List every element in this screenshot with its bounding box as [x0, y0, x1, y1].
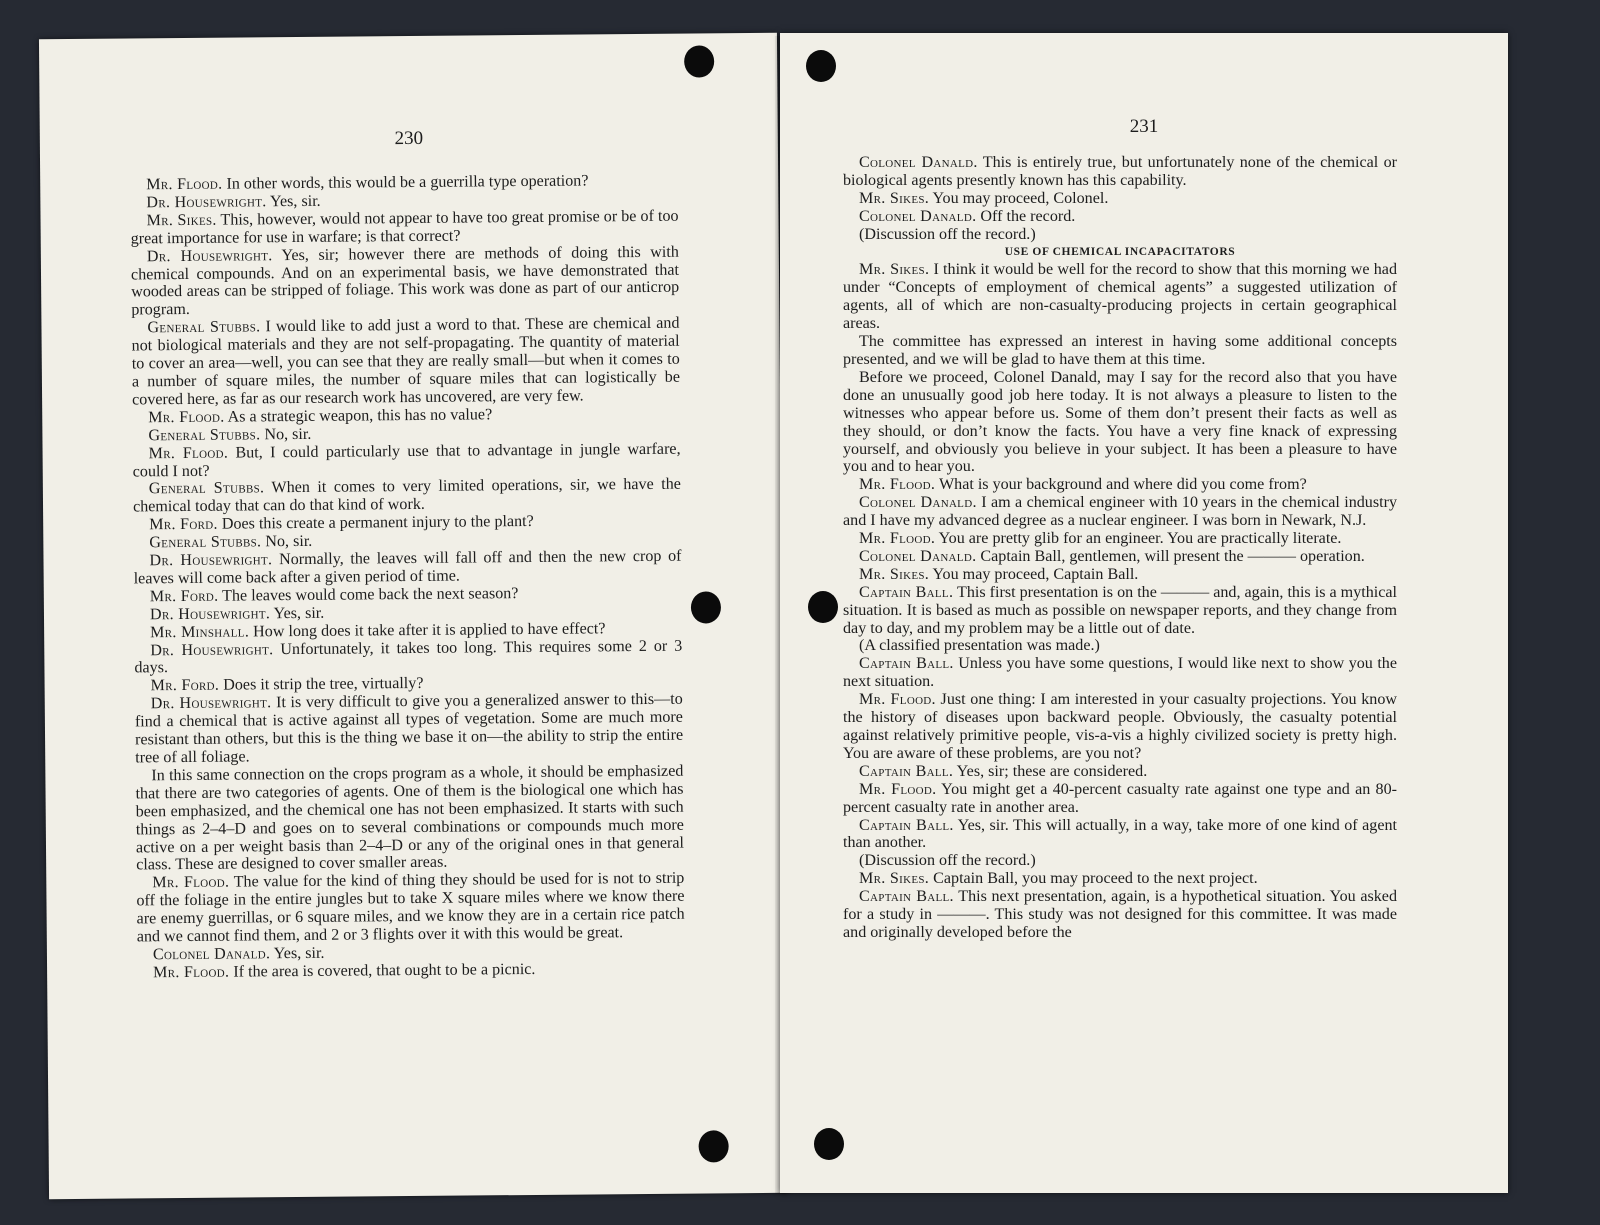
transcript-paragraph — [133, 476, 681, 517]
speaker-name: General Stubbs. — [148, 479, 265, 498]
paragraph-text: You may proceed, Captain Ball. — [929, 565, 1139, 583]
transcript-paragraph — [843, 208, 1397, 226]
paragraph-text: Unfortunately, it takes too long. This requires some 2 or 3 days. — [134, 637, 683, 677]
speaker-name: Mr. Flood. — [859, 691, 936, 709]
speaker-name: Mr. Flood. — [146, 175, 223, 194]
speaker-name: Colonel Danald. — [859, 207, 977, 225]
paragraph-text: Normally, the leaves will fall off and then the new crop of leaves will come back after a given period of time. — [133, 547, 682, 588]
speaker-name: Colonel Danald. — [859, 154, 978, 171]
paragraph-text: (A classified presentation was made.) — [859, 637, 1100, 655]
speaker-name: Mr. Flood. — [859, 530, 936, 548]
transcript-paragraph — [843, 261, 1397, 333]
transcript-paragraph — [843, 817, 1397, 853]
paragraph-text: Yes, sir; these are considered. — [953, 762, 1148, 780]
speaker-name: General Stubbs. — [148, 426, 261, 444]
speaker-name: Mr. Ford. — [149, 515, 218, 534]
transcript-paragraph — [843, 584, 1397, 638]
paragraph-text: Yes, sir. — [270, 944, 325, 963]
paragraph-text: No, sir. — [261, 533, 313, 551]
paragraph-text: In other words, this would be a guerrilla type operation? — [222, 172, 589, 193]
paragraph-text: How long does it take after it is applied to have effect? — [249, 619, 606, 641]
left-page-text — [130, 172, 685, 983]
paragraph-text: As a strategic weapon, this has no value? — [224, 406, 493, 426]
speaker-name: Dr. Housewright. — [149, 551, 273, 570]
speaker-name: Captain Ball. — [859, 888, 954, 906]
speaker-name: Mr. Sikes. — [859, 565, 930, 583]
binder-hole-mid-right — [808, 591, 838, 623]
speaker-name: Dr. Housewright. — [146, 246, 273, 265]
paragraph-text: Off the record. — [976, 207, 1076, 225]
transcript-paragraph — [843, 870, 1397, 888]
paragraph-text: This is entirely true, but unfortunately none of the chemical or biological agents presently known has this capability. — [843, 154, 1398, 189]
transcript-paragraph — [137, 960, 685, 983]
binder-hole-bottom-left — [699, 1130, 729, 1162]
paragraph-text: The value for the kind of thing they should be used for is not to strip off the foliage in the entire jungles but to take X square miles where we know there are enemy guerrillas, or 6 square miles, and we know they are in a certain rice patch and we cannot find them, and 2 or 3 flights over it with this would be great. — [136, 869, 685, 946]
right-page — [780, 33, 1508, 1193]
transcript-paragraph — [843, 888, 1397, 942]
binder-hole-bottom-right — [814, 1128, 844, 1160]
paragraph-text: In this same connection on the crops program as a whole, it should be emphasized that there are two categories of agents. One of them is the biological one which has been emphasized, and the chemical one has not been emphasized. It starts with such things as 2–4–D and goes on to several combinations or compounds much more active on a per weight basis than 2–4–D or any of the original ones in that general class. These are designed to cover smaller areas. — [135, 762, 685, 874]
transcript-paragraph — [843, 852, 1397, 870]
transcript-paragraph — [843, 333, 1397, 369]
speaker-name: Mr. Ford. — [150, 677, 220, 695]
transcript-paragraph — [843, 154, 1397, 190]
paragraph-text: Just one thing: I am interested in your casualty projections. You know the history of diseases upon backward people. Obviously, the casualty potential against relatively primitive people, vis-a-vis a highly civilized society is pretty high. You are aware of these problems, are you not? — [843, 691, 1397, 762]
transcript-paragraph — [135, 763, 684, 875]
paragraph-text: (Discussion off the record.) — [859, 225, 1036, 243]
transcript-paragraph — [843, 494, 1397, 530]
transcript-paragraph — [843, 655, 1397, 691]
speaker-name: Mr. Sikes. — [859, 261, 930, 279]
paragraph-text: (Discussion off the record.) — [859, 852, 1036, 870]
transcript-paragraph — [843, 530, 1397, 548]
speaker-name: Captain Ball. — [859, 762, 954, 780]
paragraph-text: I am a chemical engineer with 10 years in the chemical industry and I have my advanced degree as a nuclear engineer. I was born in Newark, N.J. — [843, 494, 1397, 530]
page-number-right: 231 — [1129, 116, 1159, 137]
binder-hole-top-right — [806, 50, 836, 82]
transcript-paragraph — [132, 440, 680, 481]
paragraph-text: You might get a 40-percent casualty rate against one type and an 80-percent casualty rate in another area. — [843, 780, 1397, 816]
paragraph-text: You are pretty glib for an engineer. You are practically literate. — [935, 530, 1342, 548]
transcript-paragraph — [131, 315, 680, 409]
paragraph-text: Unless you have some questions, I would like next to show you the next situation. — [843, 655, 1397, 691]
paragraph-text: This first presentation is on the ——— and, again, this is a mythical situation. It is based as much as possible on newspaper reports, and they change from day to day, and my problem may be a little out of date. — [843, 583, 1397, 637]
paragraph-text: This, however, would not appear to have too great promise or be of too great importance for use in warfare; is that correct? — [130, 207, 679, 248]
section-heading: USE OF CHEMICAL INCAPACITATORS — [1004, 245, 1236, 258]
speaker-name: Mr. Sikes. — [146, 211, 217, 230]
speaker-name: Mr. Ford. — [149, 587, 219, 606]
page-number-left: 230 — [394, 127, 424, 150]
right-page-text — [843, 154, 1397, 942]
speaker-name: Captain Ball. — [859, 655, 954, 673]
paragraph-text: Captain Ball, gentlemen, will present the ——— operation. — [976, 547, 1365, 565]
speaker-name: Colonel Danald. — [152, 945, 271, 964]
speaker-name: Colonel Danald. — [859, 547, 977, 565]
speaker-name: Dr. Housewright. — [150, 640, 274, 659]
paragraph-text: You may proceed, Colonel. — [929, 189, 1109, 207]
speaker-name: Captain Ball. — [859, 583, 954, 601]
transcript-paragraph — [134, 637, 682, 678]
speaker-name: Mr. Flood. — [148, 408, 225, 427]
speaker-name: Mr. Sikes. — [859, 189, 930, 207]
paragraph-text: Yes, sir. — [270, 604, 325, 622]
speaker-name: General Stubbs. — [147, 318, 261, 337]
paragraph-text: No, sir. — [260, 425, 312, 444]
paragraph-text: Does this create a permanent injury to the plant? — [217, 513, 534, 533]
binder-hole-mid-left — [691, 591, 721, 623]
transcript-paragraph — [843, 476, 1397, 494]
transcript-paragraph — [843, 781, 1397, 817]
paragraph-text: Does it strip the tree, virtually? — [219, 675, 424, 695]
transcript-paragraph — [136, 870, 685, 946]
transcript-paragraph — [843, 691, 1397, 763]
speaker-name: Colonel Danald. — [859, 494, 977, 512]
paragraph-text: The leaves would come back the next season? — [218, 584, 519, 605]
paragraph-text: I would like to add just a word to that. These are chemical and not biological materials and they are not self-propagating. The quantity of material to cover an area—well, you can see that they are really small—but when it comes to a number of square miles, the number of square miles that can logistically be covered here, as far as our research work has uncovered, are very few. — [131, 314, 680, 409]
paragraph-text: If the area is covered, that ought to be a picnic. — [229, 960, 536, 981]
transcript-paragraph — [131, 243, 680, 319]
paragraph-text: Yes, sir. — [266, 192, 321, 211]
transcript-paragraph — [843, 369, 1397, 476]
speaker-name: Mr. Flood. — [859, 780, 937, 798]
speaker-name: Mr. Flood. — [152, 873, 230, 892]
paragraph-text: The committee has expressed an interest in having some additional concepts presented, and we will be glad to have them at this time. — [843, 333, 1397, 368]
transcript-paragraph — [843, 226, 1397, 244]
speaker-name: Mr. Flood. — [859, 476, 936, 494]
paragraph-text: This next presentation, again, is a hypothetical situation. You asked for a study in ———. This study was not designed for this committee. It was made and originally developed before the — [843, 888, 1397, 941]
speaker-name: Dr. Housewright. — [146, 193, 267, 212]
transcript-paragraph — [843, 763, 1397, 781]
transcript-paragraph — [843, 566, 1397, 584]
paragraph-text: Before we proceed, Colonel Danald, may I say for the record also that you have done an unusually good job here today. It is not always a pleasure to listen to the witnesses who appear before us. Some of them don’t present their facts as well as they should, or don’t know the facts. You have a very fine knack of expressing yourself, and obviously you believe in your subject. It has been a pleasure to have you and to hear you. — [843, 368, 1397, 476]
transcript-paragraph — [130, 207, 678, 248]
paragraph-text: It is very difficult to give you a generalized answer to this—to find a chemical that is active against all types of vegetation. Some are much more resistant than others, but this is the thing we base it on—the ability to strip the entire tree of all foliage. — [134, 690, 684, 767]
speaker-name: Mr. Sikes. — [859, 870, 930, 888]
paragraph-text: I think it would be well for the record to show that this morning we had under “Concepts of employment of chemical agents” a suggested utilization of agents, all of which are non-casualty-producing projects in certain geographical areas. — [843, 261, 1397, 333]
speaker-name: Dr. Housewright. — [150, 694, 272, 713]
speaker-name: Mr. Minshall. — [150, 623, 250, 641]
paragraph-text: But, I could particularly use that to advantage in jungle warfare, could I not? — [132, 440, 681, 480]
speaker-name: Mr. Flood. — [148, 444, 229, 462]
paragraph-text: Yes, sir; however there are methods of doing this with chemical compounds. And on an experimental basis, we have demonstrated that wooded areas can be stripped of foliage. This work was done as part of our anticrop program. — [130, 243, 680, 319]
speaker-name: Captain Ball. — [859, 816, 954, 834]
transcript-paragraph — [843, 548, 1397, 566]
transcript-paragraph — [843, 637, 1397, 655]
speaker-name: Dr. Housewright. — [149, 604, 271, 624]
paragraph-text: When it comes to very limited operations, sir, we have the chemical today that can do that kind of work. — [132, 476, 681, 516]
speaker-name: General Stubbs. — [149, 533, 262, 552]
paragraph-text: Yes, sir. This will actually, in a way, take more of one kind of agent than another. — [843, 816, 1397, 852]
speaker-name: Mr. Flood. — [153, 963, 230, 982]
paragraph-text: Captain Ball, you may proceed to the next project. — [929, 870, 1258, 888]
transcript-paragraph — [133, 548, 681, 589]
transcript-paragraph — [135, 691, 684, 767]
paragraph-text: What is your background and where did you come from? — [935, 476, 1307, 494]
left-page — [39, 33, 787, 1199]
transcript-paragraph — [843, 190, 1397, 208]
binder-hole-top-left — [684, 45, 714, 77]
